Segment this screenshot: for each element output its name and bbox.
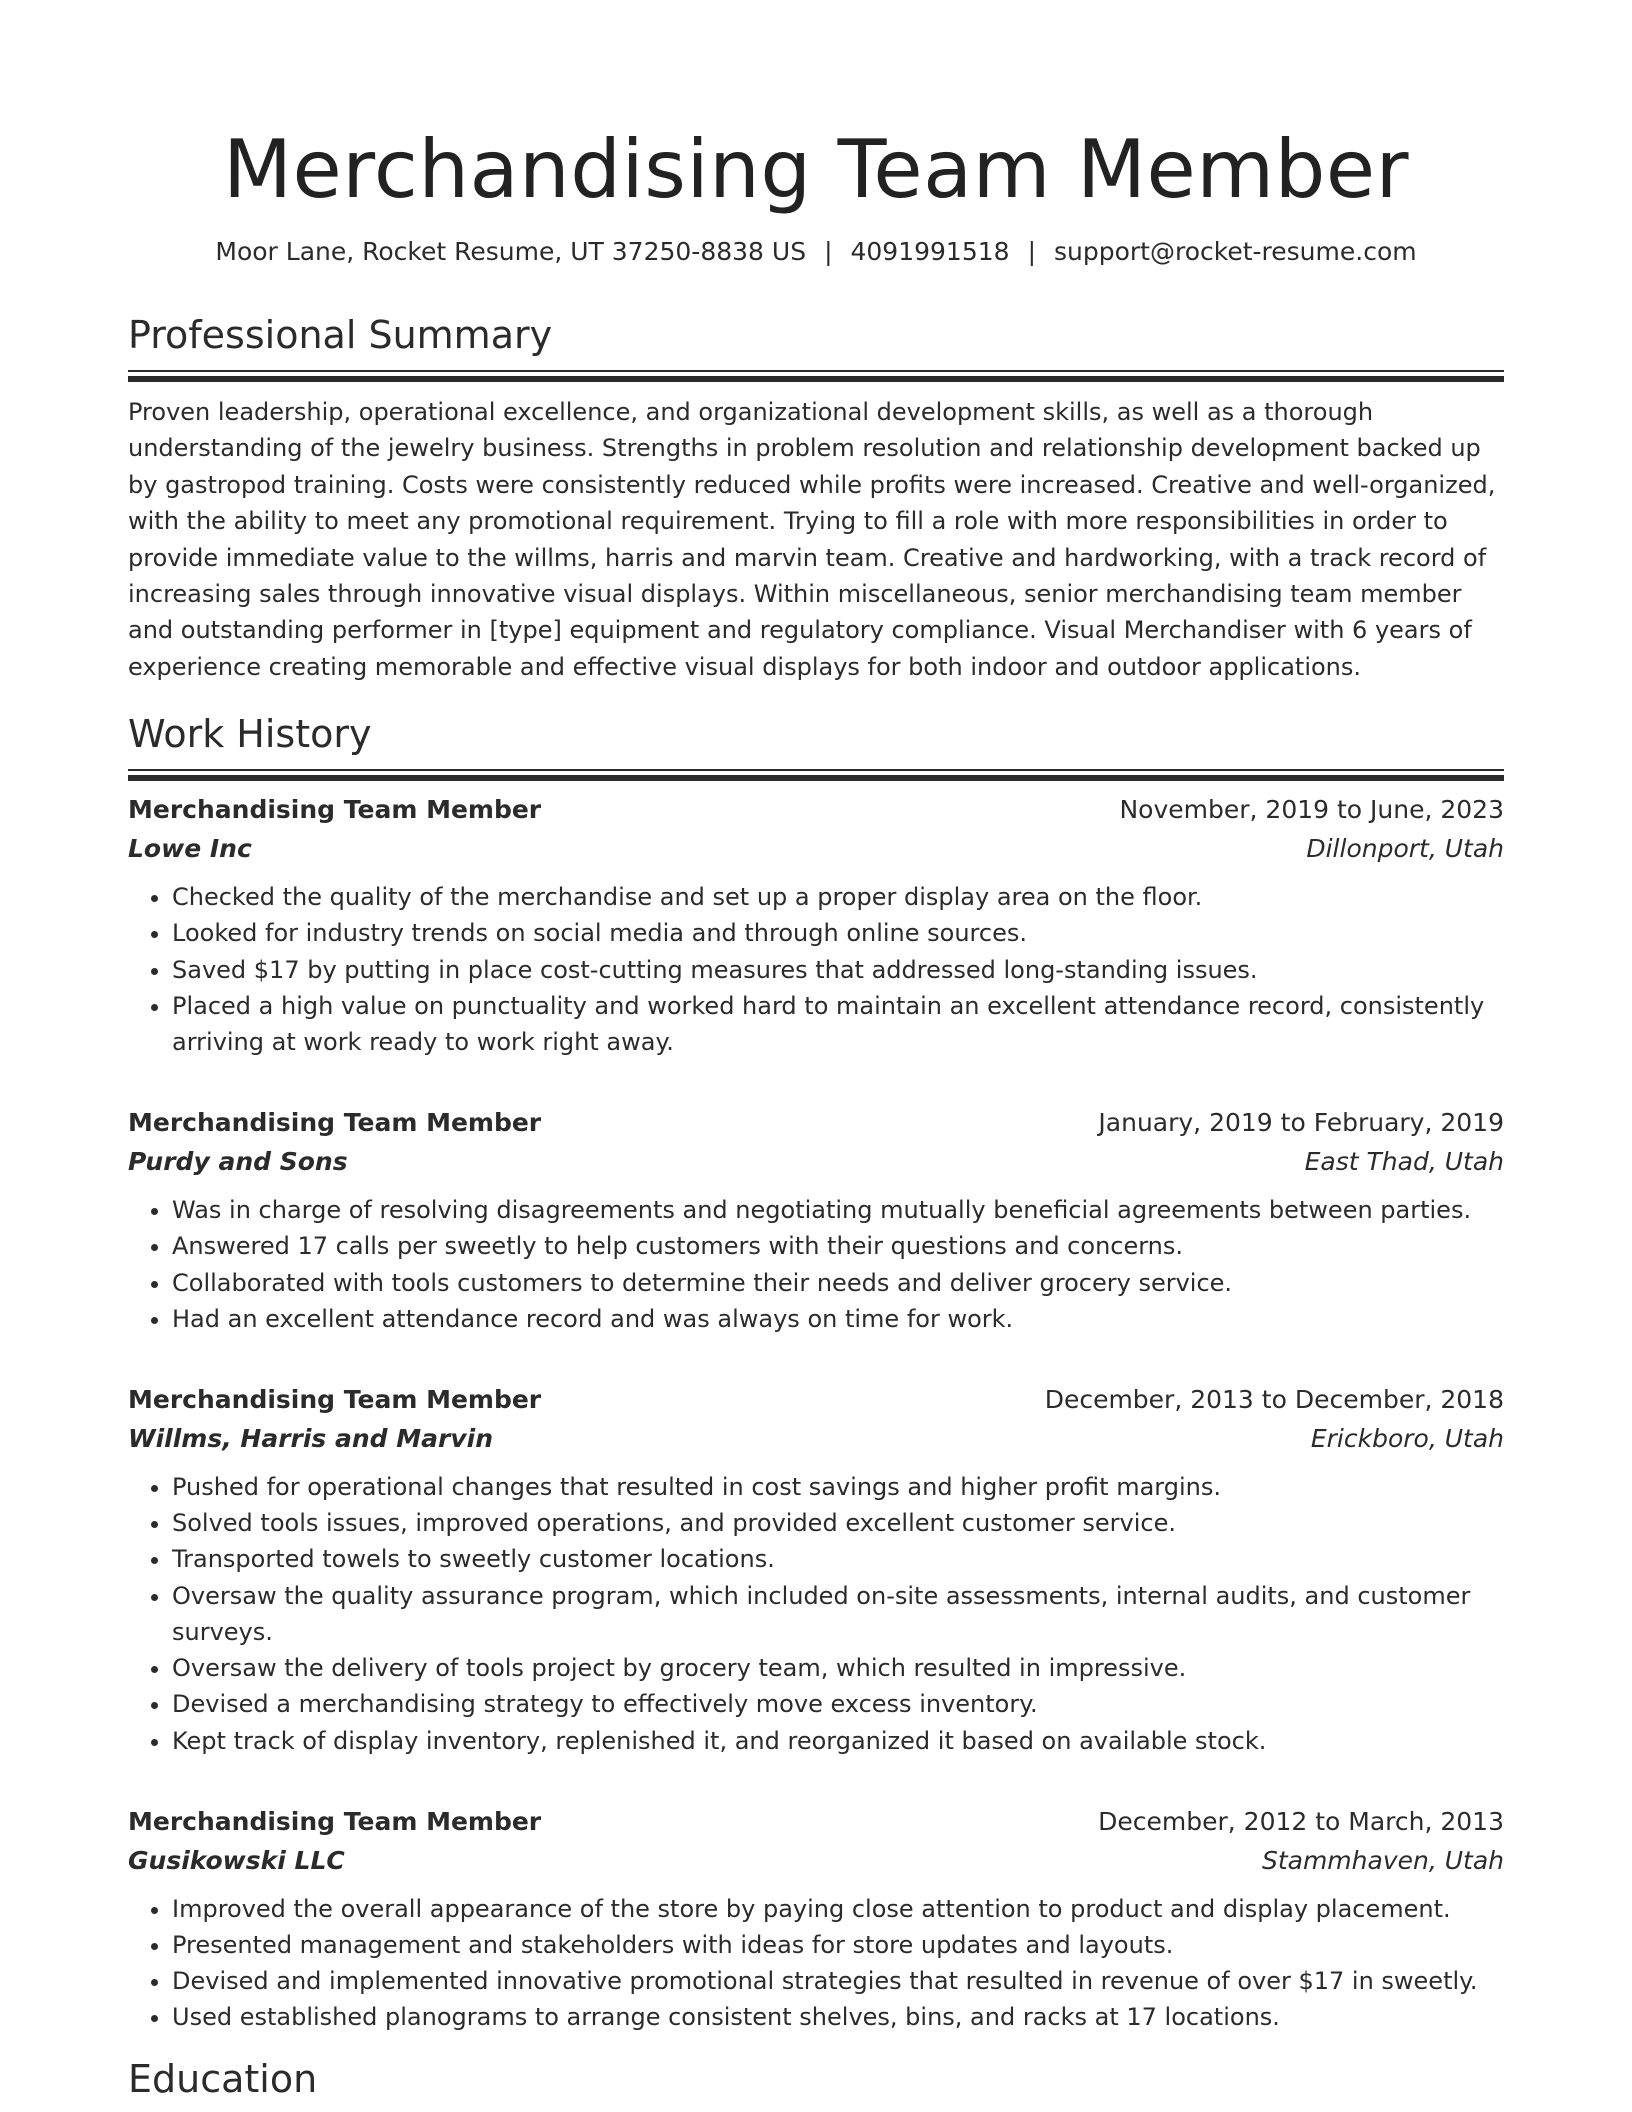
job-bullet-list [128,879,1504,1060]
education-section [128,2056,1504,2102]
job-company: Lowe Inc [128,834,252,864]
job-location: Dillonport, Utah [1306,834,1504,864]
job-bullet-item: • Looked for industry trends on social media and through online sources. [172,915,1504,951]
job-subheader-row [128,1142,1504,1182]
professional-summary-section [128,312,1504,685]
job-entry [128,1803,1504,2036]
job-location: Erickboro, Utah [1310,1424,1504,1454]
contact-address: Moor Lane, Rocket Resume, UT 37250-8838 US [215,237,807,266]
job-bullet-item: • Had an excellent attendance record and was always on time for work. [172,1301,1504,1337]
job-bullet-item: • Solved tools issues, improved operations, and provided excellent customer service. [172,1505,1504,1541]
job-subheader-row [128,829,1504,869]
section-divider [128,370,1504,382]
job-header-row [128,1803,1504,1841]
job-title: Merchandising Team Member [128,1806,542,1836]
resume-page [128,0,1504,2102]
job-bullet-list [128,1192,1504,1337]
job-header-row [128,791,1504,829]
job-bullet-item: • Devised a merchandising strategy to effectively move excess inventory. [172,1686,1504,1722]
job-bullet-item: • Checked the quality of the merchandise and set up a proper display area on the floor. [172,879,1504,915]
job-bullet-item: • Saved $17 by putting in place cost-cutting measures that addressed long-standing issues. [172,952,1504,988]
contact-separator: | [1027,237,1036,266]
job-bullet-list [128,1891,1504,2036]
section-title-work-history: Work History [128,712,372,757]
job-title: Merchandising Team Member [128,1108,542,1138]
job-bullet-item: • Used established planograms to arrange consistent shelves, bins, and racks at 17 locations. [172,1999,1504,2035]
job-location: East Thad, Utah [1304,1147,1504,1177]
job-company: Willms, Harris and Marvin [128,1424,494,1454]
job-dates: January, 2019 to February, 2019 [1098,1108,1504,1138]
work-history-section [128,711,1504,2035]
job-bullet-item: • Improved the overall appearance of the store by paying close attention to product and display placement. [172,1891,1504,1927]
job-bullet-item: • Pushed for operational changes that resulted in cost savings and higher profit margins. [172,1469,1504,1505]
job-header-row [128,1104,1504,1142]
job-bullet-item: • Kept track of display inventory, replenished it, and reorganized it based on available stock. [172,1723,1504,1759]
job-subheader-row [128,1841,1504,1881]
job-entry [128,791,1504,1060]
contact-email: support@rocket-resume.com [1054,237,1417,266]
job-bullet-item: • Was in charge of resolving disagreements and negotiating mutually beneficial agreements between parties. [172,1192,1504,1228]
job-company: Purdy and Sons [128,1147,348,1177]
job-bullet-list [128,1469,1504,1759]
job-bullet-item: • Transported towels to sweetly customer locations. [172,1541,1504,1577]
contact-separator: | [824,237,833,266]
job-subheader-row [128,1419,1504,1459]
job-dates: November, 2019 to June, 2023 [1119,795,1504,825]
section-divider [128,769,1504,781]
job-header-row [128,1381,1504,1419]
job-list [128,791,1504,2035]
job-bullet-item: • Oversaw the quality assurance program, which included on-site assessments, internal audits, and customer surveys. [172,1578,1504,1650]
section-title-summary: Professional Summary [128,313,553,357]
summary-text: Proven leadership, operational excellence, and organizational development skills, as well as a thorough understanding of the jewelry business. Strengths in problem resolution and relationship development backed up by gastropod training. Costs were consistently reduced while profits were increased. Creative and well-organized, with the ability to meet any promotional requirement. Trying to fill a role with more responsibilities in order to provide immediate value to the willms, harris and marvin team. Creative and hardworking, with a track record of increasing sales through innovative visual displays. Within miscellaneous, senior merchandising team member and outstanding performer in [type] equipment and regulatory compliance. Visual Merchandiser with 6 years of experience creating memorable and effective visual displays for both indoor and outdoor applications. [128,398,1496,681]
job-title: Merchandising Team Member [128,1385,542,1415]
job-dates: December, 2013 to December, 2018 [1044,1385,1504,1415]
job-bullet-item: • Oversaw the delivery of tools project by grocery team, which resulted in impressive. [172,1650,1504,1686]
job-dates: December, 2012 to March, 2013 [1098,1806,1504,1836]
contact-phone: 4091991518 [850,237,1010,266]
job-entry [128,1104,1504,1337]
job-bullet-item: • Presented management and stakeholders with ideas for store updates and layouts. [172,1927,1504,1963]
contact-line [128,236,1504,268]
section-title-education: Education [128,2056,318,2101]
job-company: Gusikowski LLC [128,1845,345,1875]
job-entry [128,1381,1504,1759]
job-location: Stammhaven, Utah [1261,1845,1504,1875]
job-bullet-item: • Answered 17 calls per sweetly to help customers with their questions and concerns. [172,1228,1504,1264]
job-bullet-item: • Devised and implemented innovative promotional strategies that resulted in revenue of over $17 in sweetly. [172,1963,1504,1999]
job-bullet-item: • Placed a high value on punctuality and worked hard to maintain an excellent attendance record, consistently arriving at work ready to work right away. [172,988,1504,1060]
job-title: Merchandising Team Member [128,795,542,825]
resume-name: Merchandising Team Member [222,123,1410,216]
job-bullet-item: • Collaborated with tools customers to determine their needs and deliver grocery service. [172,1265,1504,1301]
